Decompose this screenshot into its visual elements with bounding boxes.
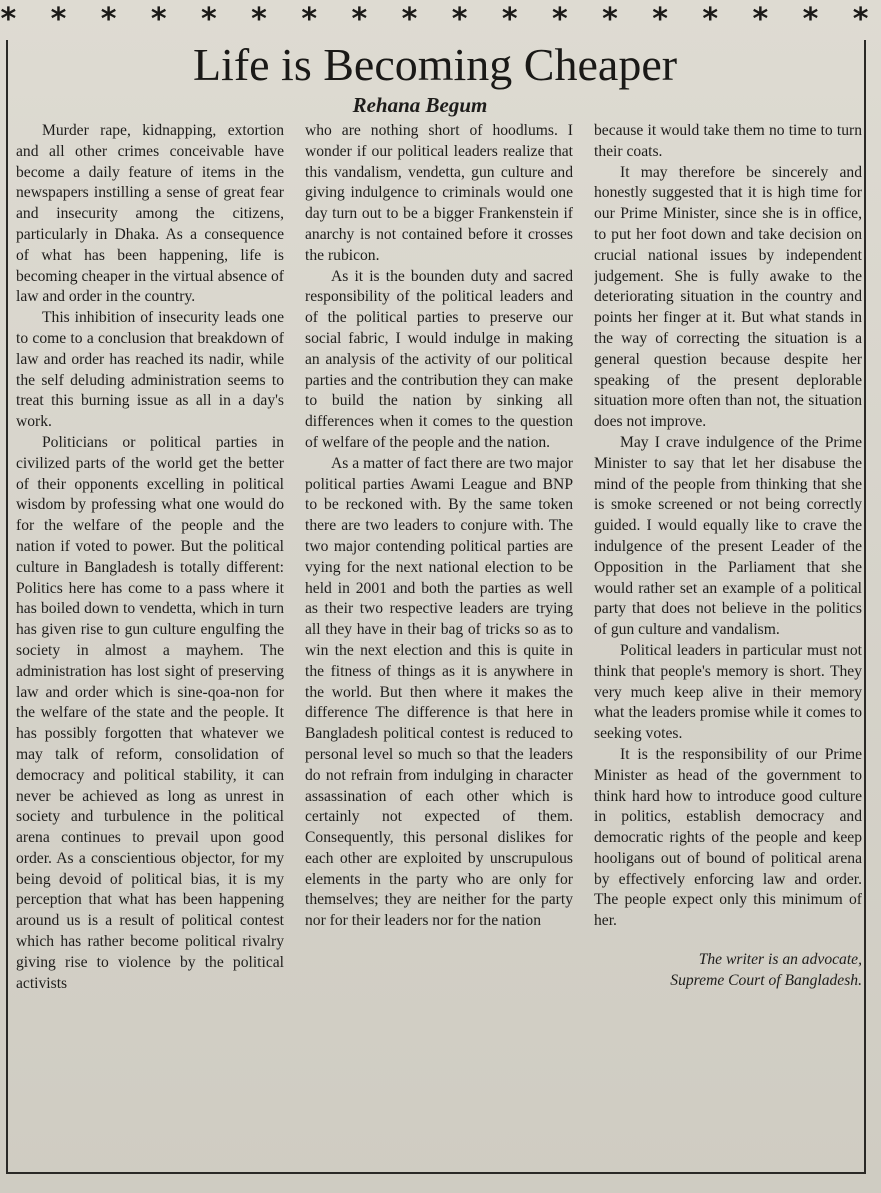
column-2 [305, 121, 573, 1171]
paragraph: Murder rape, kidnapping, extortion and all other crimes conceivable have become a daily feature of items in the newspapers instilling a sense of great fear and insecurity among the citizens, particularly in Dhaka. As a consequence of what has been happening, life is becoming cheaper in the virtual absence of law and order in the country. [16, 122, 284, 306]
writer-note-line: The writer is an advocate, [698, 951, 862, 969]
paragraph: As a matter of fact there are two major political parties Awami League and BNP to be reckoned with. By the same token there are two leaders to conjure with. The two major contending political parties are vying for the next national election to be held in 2001 and both the parties as well as their two respective leaders are trying all they have in their bag of tricks so as to win the next election and this is quite in the fitness of things as it is anywhere in the world. But then where it makes the difference The difference is that here in Bangladesh political contest is reduced to personal level so much so that the leaders do not refrain from indulging in character assassination of each other which is certainly not expected of them. Consequently, this personal dislikes for each other are exploited by unscrupulous elements in the party who are only for themselves; they are neither for the party nor for their leaders nor for the nation [305, 454, 573, 930]
writer-note-line: Supreme Court of Bangladesh. [670, 971, 862, 989]
article-title: Life is Becoming Cheaper [192, 39, 678, 90]
column-3 [594, 121, 862, 1171]
paragraph: It is the responsibility of our Prime Minister as head of the government to think hard how to introduce good culture in politics, establish democracy and democratic rights of the people and keep hooligans out of bound of political arena by effectively enforcing law and order. The people expect only this minimum of her. [594, 745, 862, 930]
paragraph: May I crave indulgence of the Prime Minister to say that let her disabuse the mind of the people from thinking that she is smoke screened or not being correctly guided. I would equally like to crave the indulgence of the present Leader of the Opposition in the Parliament that she would rather set an example of a political party that does not believe in the politics of gun culture and vandalism. [594, 433, 862, 639]
paragraph: It may therefore be sincerely and honestly suggested that it is high time for our Prime Minister, since she is in office, to put her foot down and take decision on crucial national issues by independent judgement. She is fully awake to the deteriorating situation in the country and points her finger at it. But what stands in the way of correcting the situation is a general question because despite her speaking of the present deplorable situation more often than not, the situation does not improve. [594, 163, 862, 431]
writer-note [594, 950, 862, 992]
paragraph: This inhibition of insecurity leads one to come to a conclusion that breakdown of law and order has reached its nadir, while the self deluding administration seems to treat this burning issue as all in a day's work. [16, 309, 284, 431]
paragraph: As it is the bounden duty and sacred responsibility of the political leaders and of the political parties to preserve our social fabric, I would indulge in making an analysis of the activity of our political parties and the contribution they can make to build the nation by sinking all differences when it comes to the question of welfare of the people and the nation. [305, 267, 573, 451]
paragraph-continuation: because it would take them no time to turn their coats. [594, 122, 862, 160]
paragraph-continuation: who are nothing short of hoodlums. I wonder if our political leaders realize that this vandalism, vendetta, gun culture and giving indulgence to criminals would one day turn out to be a bigger Frankenstein if anarchy is not contained before it crosses the rubicon. [305, 122, 573, 264]
article-body [16, 121, 862, 1171]
column-1 [16, 121, 284, 1171]
paragraph: Political leaders in particular must not think that people's memory is short. They very much keep alive in their memory what the leaders promise while it comes to seeking votes. [594, 641, 862, 743]
star-divider: * * * * * * * * * * * * * * * * * * [0, 2, 881, 37]
paragraph: Politicians or political parties in civilized parts of the world get the better of their opponents excelling in political wisdom by professing what one would do for the welfare of the people and the nation if voted to power. But the political culture in Bangladesh is totally different: Politics here has come to a pass where it has boiled down to vendetta, which in turn has given rise to gun culture engulfing the society in almost a mayhem. The administration has lost sight of preserving law and order which is sine-qoa-non for the welfare of the state and the people. It has possibly forgotten that whatever we may talk of reform, consolidation of democracy and political stability, it can never be achieved as long as unrest in society and turbulence in the political arena continues to prevail upon good order. As a conscientious objector, for my being devoid of political bias, it is my perception that what has been happening around us is a result of political contest which has rather become political rivalry giving rise to violence by the political activists [16, 433, 284, 992]
author-byline: Rehana Begum [352, 93, 488, 117]
